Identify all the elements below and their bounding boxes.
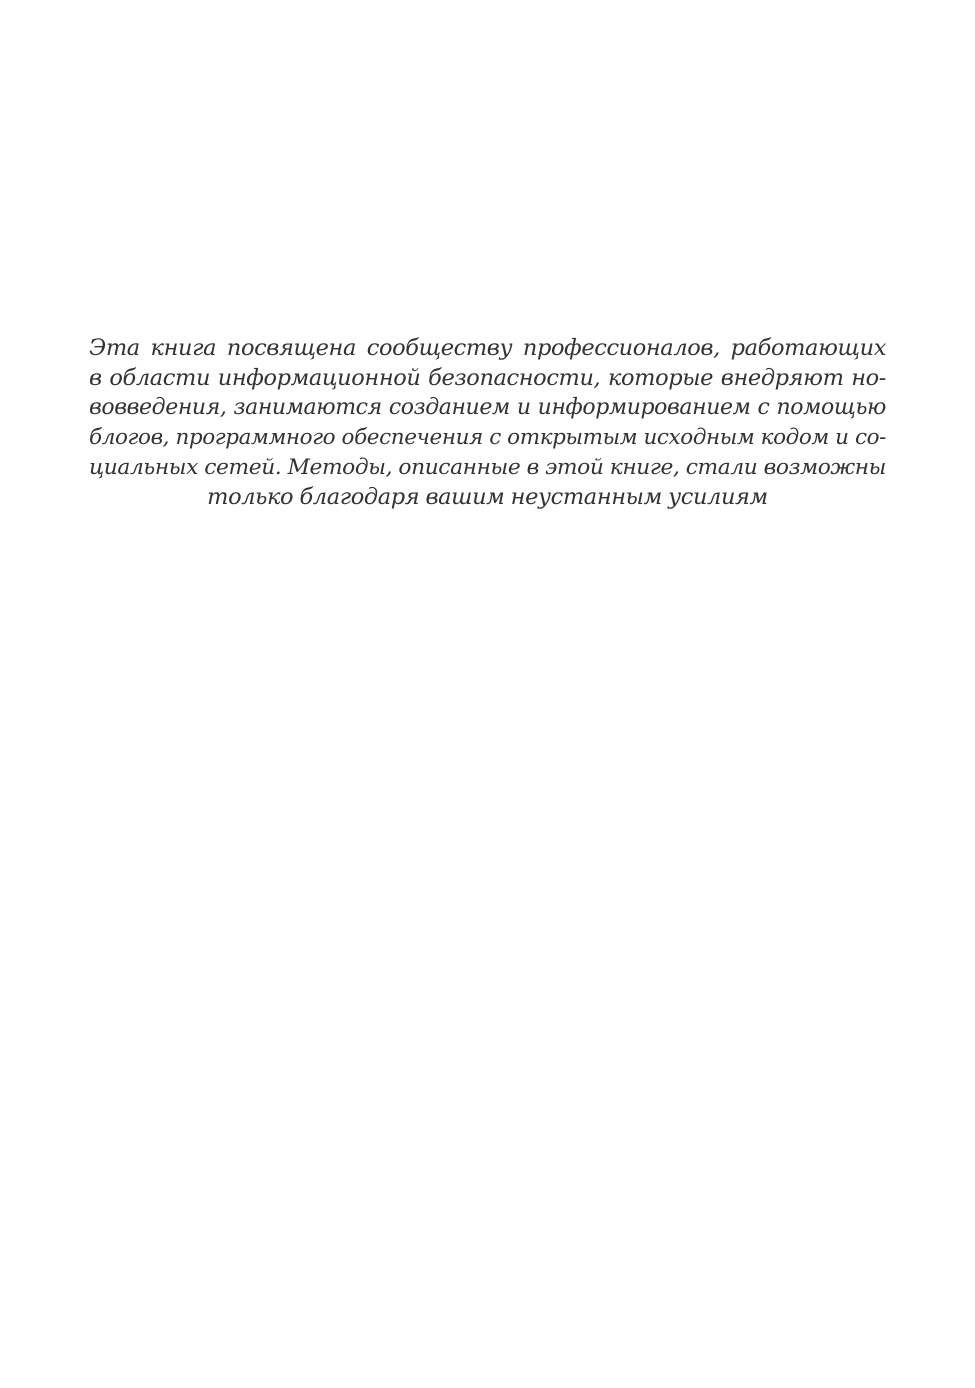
dedication-line: блогов, программного обеспечения с открытым исходным кодом и со-: [89, 425, 886, 451]
dedication-line: циальных сетей. Методы, описанные в этой книге, стали возможны: [89, 454, 886, 480]
dedication-line: вовведения, занимаются созданием и информированием с помощью: [89, 395, 886, 421]
dedication-paragraph: [89, 334, 886, 512]
dedication-line: Эта книга посвящена сообществу профессионалов, работающих: [89, 335, 886, 361]
dedication-line: в области информационной безопасности, которые внедряют но-: [89, 364, 886, 391]
dedication-line: только благодаря вашим неустанным усилиям: [207, 483, 768, 510]
